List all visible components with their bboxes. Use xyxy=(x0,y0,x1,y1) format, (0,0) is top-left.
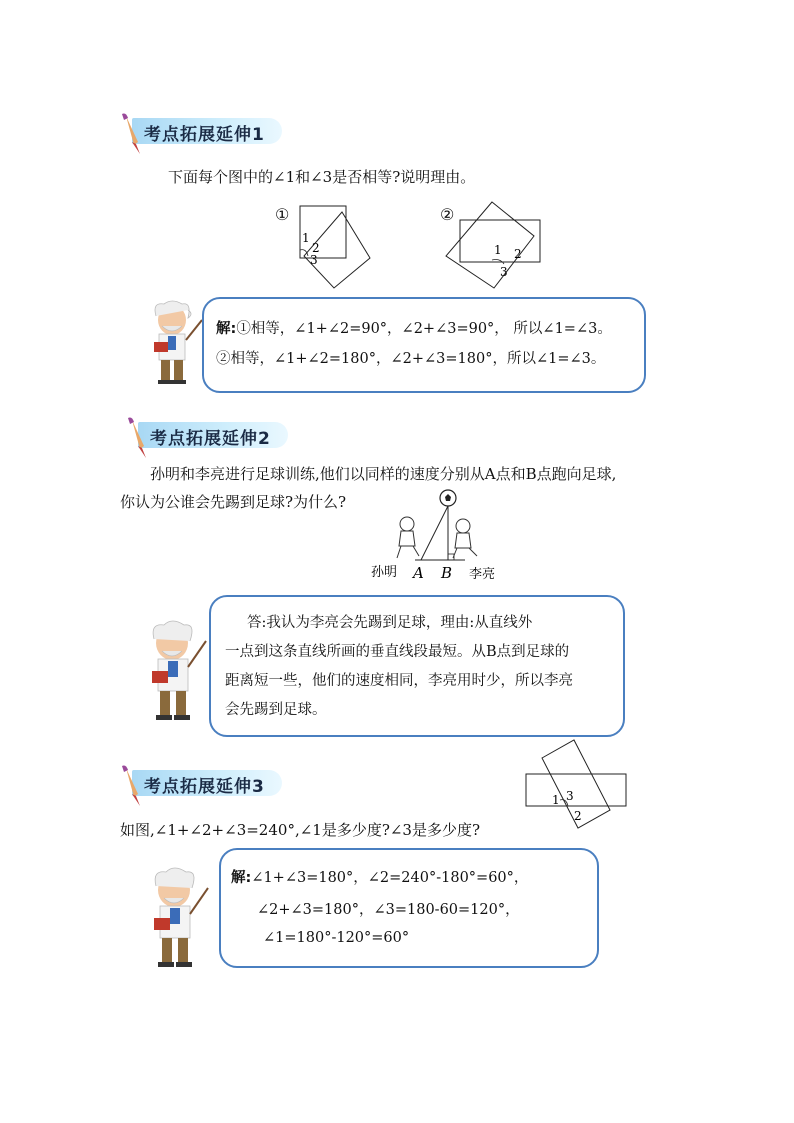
teacher-illustration xyxy=(140,615,210,725)
teacher-illustration xyxy=(142,296,206,386)
answer2-line-4: 会先踢到足球。 xyxy=(225,702,327,718)
answer2-line-2: 一点到这条直线所画的垂直线段最短。从B点到足球的 xyxy=(225,644,570,660)
answer3-label: 解: xyxy=(231,870,252,886)
fig1-marker: ① xyxy=(275,205,290,224)
answer-bubble-3 xyxy=(219,848,599,968)
answer1-line-1: ①相等，∠1+∠2=90°，∠2+∠3=90°， 所以∠1=∠3。 xyxy=(236,321,612,337)
answer-bubble-1 xyxy=(202,297,646,393)
section1-question: 下面每个图中的∠1和∠3是否相等?说明理由。 xyxy=(168,168,476,186)
answer1-label: 解: xyxy=(216,321,237,337)
answer3-line-1: ∠1+∠3=180°，∠2=240°-180°=60°， xyxy=(251,870,529,886)
fig2-label-1: 1 xyxy=(494,243,502,257)
fig3-label-2: 2 xyxy=(574,809,582,823)
fig3-label-1: 1 xyxy=(552,793,560,807)
figure-1-diagram xyxy=(290,200,380,295)
answer3-line-2: ∠2+∠3=180°，∠3=180-60=120°， xyxy=(257,902,520,918)
answer-bubble-2 xyxy=(209,595,625,737)
soccer-figure xyxy=(365,486,505,584)
section2-question-line-2: 你认为公谁会先踢到足球?为什么? xyxy=(120,493,347,511)
point-a-label: A xyxy=(413,564,424,582)
fig2-marker: ② xyxy=(440,205,455,224)
runner-left-icon xyxy=(397,517,419,558)
fig1-label-3: 3 xyxy=(310,253,318,267)
fig3-label-3: 3 xyxy=(566,789,574,803)
answer2-line-3: 距离短一些，他们的速度相同，李亮用时少，所以李亮 xyxy=(225,673,573,689)
point-b-label: B xyxy=(441,564,453,582)
fig1-label-1: 1 xyxy=(302,231,310,245)
answer2-line-1: 答:我认为李亮会先踢到足球，理由:从直线外 xyxy=(247,615,533,631)
name-right: 李亮 xyxy=(469,567,496,582)
teacher-illustration xyxy=(142,862,212,972)
name-left: 孙明 xyxy=(371,565,398,580)
section3-title: 考点拓展延伸3 xyxy=(144,777,265,797)
section3-question: 如图,∠1+∠2+∠3=240°,∠1是多少度?∠3是多少度? xyxy=(120,821,481,839)
runner-right-icon xyxy=(453,519,477,558)
section2-title: 考点拓展延伸2 xyxy=(150,429,271,449)
section2-banner xyxy=(124,416,294,454)
fig2-label-2: 2 xyxy=(514,247,522,261)
figure-2-diagram xyxy=(442,198,546,294)
section1-title: 考点拓展延伸1 xyxy=(144,125,265,145)
fig1-label-2: 2 xyxy=(312,241,320,255)
figure-3-diagram xyxy=(524,738,630,830)
answer3-line-3: ∠1=180°-120°=60° xyxy=(263,930,410,946)
section2-question-line-1: 孙明和李亮进行足球训练,他们以同样的速度分别从A点和B点跑向足球, xyxy=(150,465,617,483)
fig2-label-3: 3 xyxy=(500,265,508,279)
section3-banner xyxy=(118,764,288,802)
answer1-line-2: ②相等，∠1+∠2=180°，∠2+∠3=180°，所以∠1=∠3。 xyxy=(216,351,606,367)
section1-banner xyxy=(118,112,288,150)
